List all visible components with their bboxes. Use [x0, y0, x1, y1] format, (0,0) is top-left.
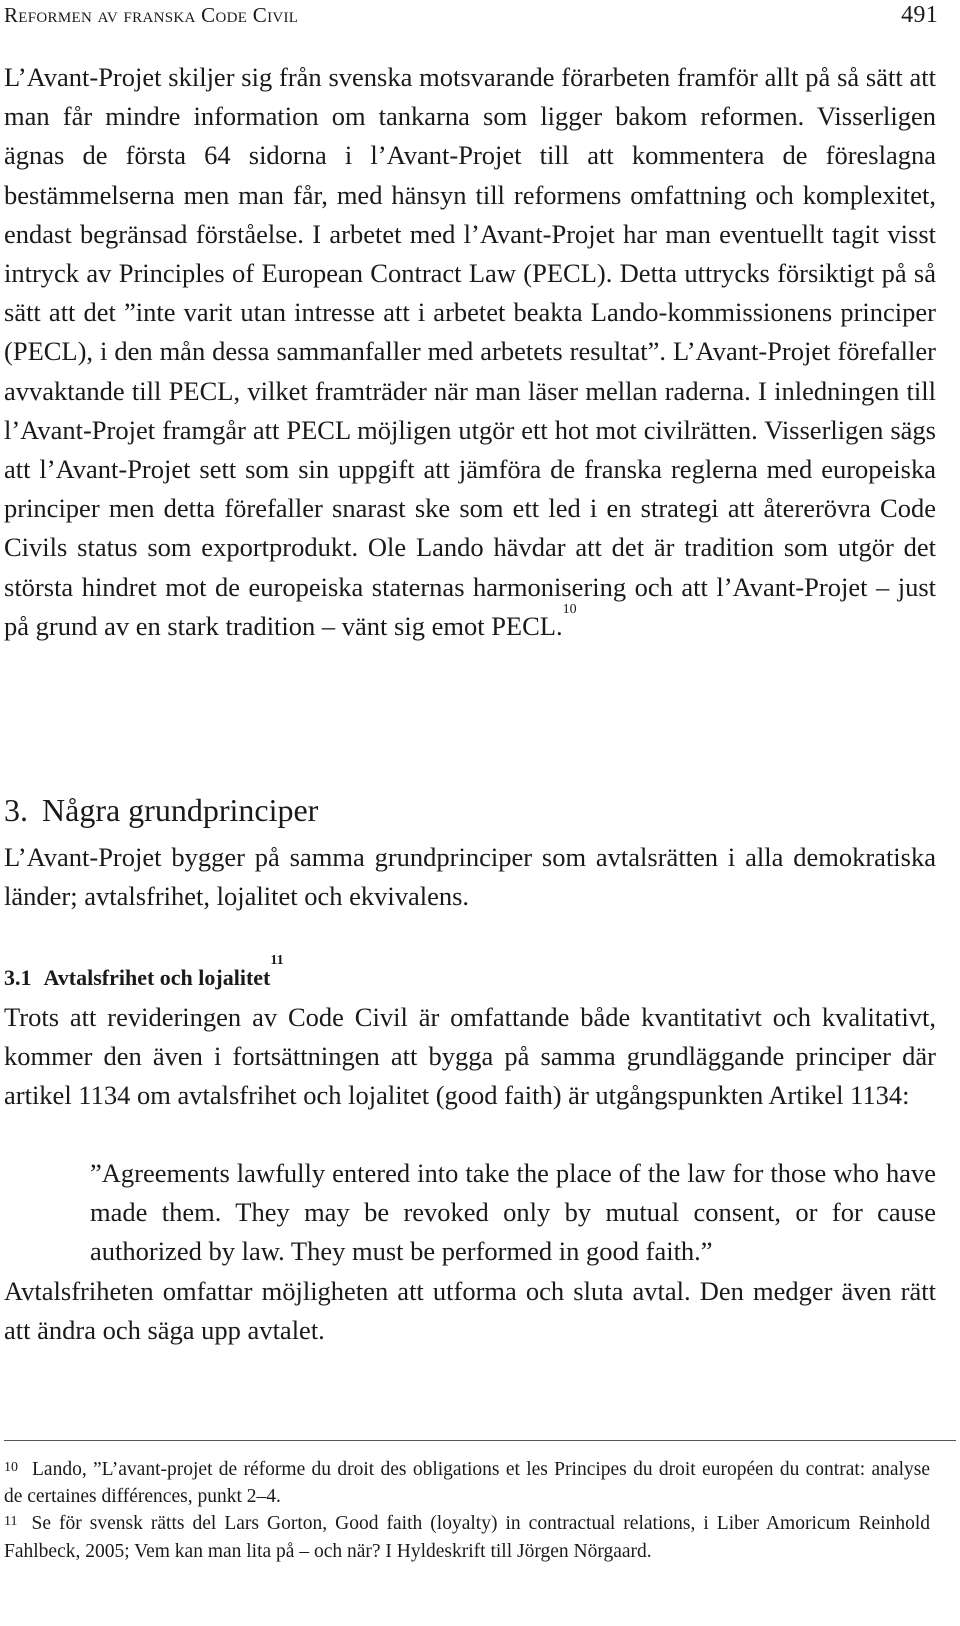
footnote	[4, 1456, 930, 1510]
paragraph-text: Trots att revideringen av Code Civil är omfattande både kvantitativt och kvalitativt, kommer den även i fortsättningen att bygga på samma grundläggande principer där artikel 1134 om avtalsfrihet och lojalitet (good faith) är utgångspunkten Artikel 1134:	[4, 1002, 936, 1111]
subsection-title: Avtalsfrihet och lojalitet	[43, 965, 271, 990]
footnote-divider	[4, 1440, 956, 1441]
footnote-reference: 11	[270, 953, 284, 968]
quote-text: ”Agreements lawfully entered into take the place of the law for those who have made them. They may be revoked only by mutual consent, or for cause authorized by law. They must be performed in good faith.”	[90, 1158, 936, 1267]
section-title: Några grundprinciper	[42, 792, 319, 828]
body-paragraph	[4, 1272, 936, 1350]
body-paragraph	[4, 838, 936, 916]
footnote-number: 11	[4, 1514, 18, 1530]
block-quote	[90, 1154, 936, 1272]
footnote-reference: 10	[562, 601, 577, 617]
running-head	[4, 0, 956, 30]
paragraph-text: L’Avant-Projet bygger på samma grundprinciper som avtalsrätten i alla demokratiska länder; avtalsfrihet, lojalitet och ekvivalens.	[4, 842, 936, 912]
footnote-text: Se för svensk rätts del Lars Gorton, Good faith (loyalty) in contractual relations, i Liber Amoricum Reinhold Fahlbeck, 2005; Vem kan man lita på – och när? I Hyldeskrift till Jörgen Nörgaard.	[4, 1513, 930, 1562]
section-heading	[4, 788, 936, 832]
body-paragraph	[4, 58, 936, 646]
running-head-title: Reformen av franska Code Civil	[4, 3, 299, 27]
footnote-number: 10	[4, 1460, 18, 1475]
subsection-heading	[4, 953, 936, 998]
footnote-text: Lando, ”L’avant-projet de réforme du droit des obligations et les Principes du droit européen du contrat: analyse de certaines différences, punkt 2–4.	[4, 1459, 930, 1508]
paragraph-text: Avtalsfriheten omfattar möjligheten att utforma och sluta avtal. Den medger även rätt att ändra och säga upp avtalet.	[4, 1276, 936, 1346]
paragraph-text: L’Avant-Projet skiljer sig från svenska motsvarande förarbeten framför allt på så sätt att man får mindre information om tankarna som ligger bakom reformen. Visserligen ägnas de första 64 sidorna i l’Avant-Projet till att kommentera de föreslagna bestämmelserna men man får, med hänsyn till reformens omfattning och komplexitet, endast begränsad förståelse. I arbetet med l’Avant-Projet har man eventuellt tagit visst intryck av Principles of European Contract Law (PECL). Detta uttrycks försiktigt på så sätt att det ”inte varit utan intresse att i arbetet beakta Lando-kommissionens principer (PECL), i den mån dessa sammanfaller med arbetets resultat”. L’Avant-Projet förefaller avvaktande till PECL, vilket framträder när man läser mellan raderna. I inledningen till l’Avant-Projet framgår att PECL möjligen utgör ett hot mot civilrätten. Visserligen sägs att l’Avant-Projet sett som sin uppgift att jämföra de franska reglerna med europeiska principer men detta förefaller snarast ske som ett led i en strategi att återerövra Code Civils status som exportprodukt. Ole Lando hävdar att det är tradition som utgör det största hindret mot de europeiska staternas harmonisering och att l’Avant-Projet – just på grund av en stark tradition – vänt sig emot PECL.	[4, 62, 936, 641]
body-paragraph	[4, 998, 936, 1116]
footnote	[4, 1510, 930, 1564]
section-number: 3.	[4, 792, 28, 828]
subsection-number: 3.1	[4, 965, 32, 990]
page-number: 491	[901, 2, 938, 28]
footnotes	[4, 1456, 930, 1565]
